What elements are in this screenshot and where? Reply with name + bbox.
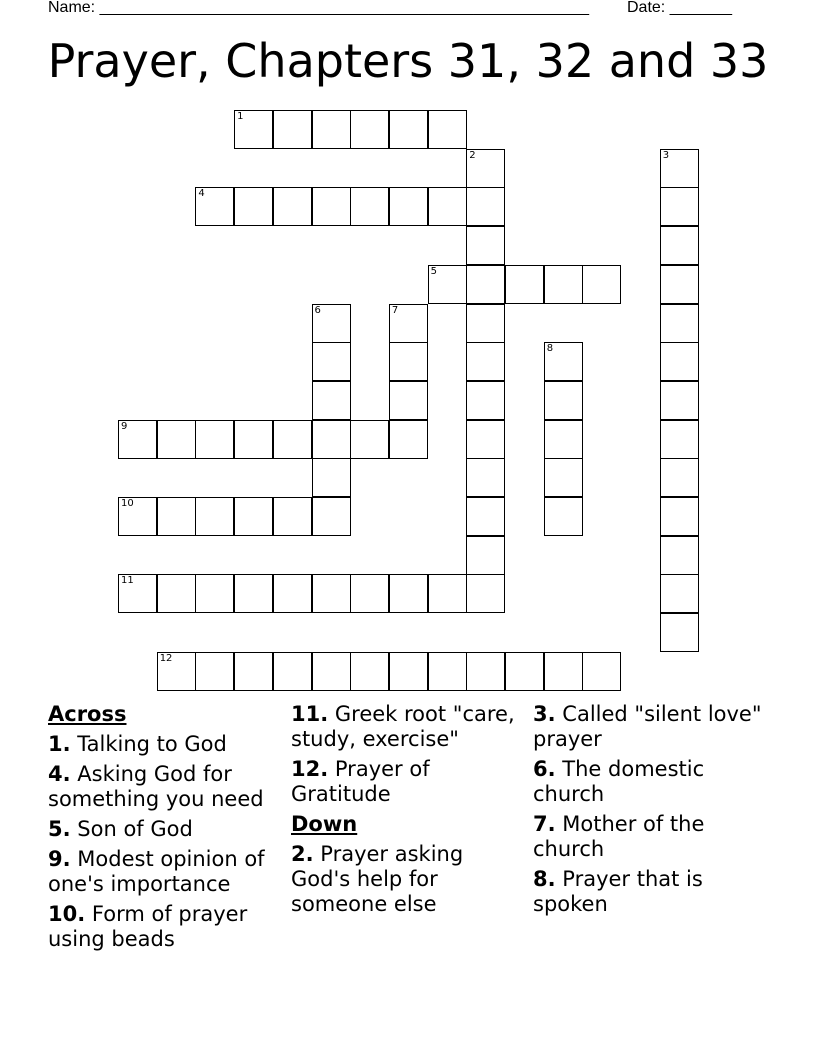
clue-across-4: 4. Asking God for something you need [48,762,264,811]
name-line: _______________________________________________________ [99,0,589,16]
grid-cell[interactable] [660,149,699,188]
grid-cell[interactable] [195,187,234,226]
clue-number: 1 [237,111,244,122]
clue-number: 9 [121,420,128,432]
puzzle-title: Prayer, Chapters 31, 32 and 33 [47,34,769,88]
grid-cell[interactable] [157,420,196,459]
clue-number: 7 [391,304,399,316]
grid-cell[interactable] [312,458,351,497]
date-label: Date: [627,0,666,16]
grid-cell[interactable] [544,420,583,459]
grid-cell[interactable] [660,574,699,613]
grid-cell[interactable] [118,574,157,613]
clue-across-1: 1. Talking to God [48,732,227,756]
grid-cell[interactable] [466,149,505,188]
grid-cell[interactable] [273,420,312,459]
grid-cell[interactable] [234,187,273,226]
grid-cell[interactable] [312,420,351,459]
grid-cell[interactable] [466,574,505,613]
grid-cell[interactable] [350,110,389,149]
clue-number: 5 [430,265,437,277]
clue-number: 8 [546,343,554,355]
grid-cell[interactable] [544,458,583,497]
grid-cell[interactable] [195,574,234,613]
clue-column-2 [291,702,523,922]
grid-cell[interactable] [234,652,273,691]
clue-number: 3 [662,149,670,161]
across-heading: Across [48,702,127,726]
clue-down-6: 6. The domestic church [533,757,705,806]
date-line: _______ [669,0,732,16]
grid-cell[interactable] [544,497,583,536]
clue-down-7: 7. Mother of the church [533,812,705,861]
clue-across-11: 11. Greek root "care, study, exercise" [291,702,515,751]
grid-cell[interactable] [544,265,583,304]
grid-cell[interactable] [389,110,428,149]
grid-cell[interactable] [660,458,699,497]
grid-cell[interactable] [660,420,699,459]
grid-cell[interactable] [312,574,351,613]
grid-cell[interactable] [466,497,505,536]
grid-cell[interactable] [234,497,273,536]
grid-cell[interactable] [273,110,312,149]
grid-cell[interactable] [428,110,467,149]
grid-cell[interactable] [660,187,699,226]
grid-cell[interactable] [312,652,351,691]
grid-cell[interactable] [157,497,196,536]
grid-cell[interactable] [660,342,699,381]
grid-cell[interactable] [544,381,583,420]
grid-cell[interactable] [660,304,699,343]
grid-cell[interactable] [544,342,583,381]
clue-down-3: 3. Called "silent love" prayer [533,702,762,751]
clue-number: 10 [121,498,134,509]
grid-cell[interactable] [660,497,699,536]
grid-cell[interactable] [312,304,351,343]
grid-cell[interactable] [660,536,699,575]
grid-cell[interactable] [312,497,351,536]
grid-cell[interactable] [350,652,389,691]
grid-cell[interactable] [389,187,428,226]
grid-cell[interactable] [466,342,505,381]
grid-cell[interactable] [273,652,312,691]
clue-across-9: 9. Modest opinion of one's importance [48,847,265,896]
grid-cell[interactable] [389,652,428,691]
clue-number: 12 [159,652,173,664]
clue-down-8: 8. Prayer that is spoken [533,867,703,916]
grid-cell[interactable] [350,574,389,613]
grid-cell[interactable] [466,536,505,575]
clue-number: 6 [314,304,321,316]
grid-cell[interactable] [505,265,544,304]
grid-cell[interactable] [466,304,505,343]
grid-cell[interactable] [350,187,389,226]
grid-cell[interactable] [466,458,505,497]
grid-cell[interactable] [505,652,544,691]
clue-number: 11 [121,575,134,587]
clue-across-10: 10. Form of prayer using beads [48,902,248,951]
grid-cell[interactable] [466,226,505,265]
grid-cell[interactable] [466,420,505,459]
grid-cell[interactable] [312,187,351,226]
grid-cell[interactable] [195,652,234,691]
grid-cell[interactable] [273,497,312,536]
grid-cell[interactable] [389,420,428,459]
grid-cell[interactable] [157,652,196,691]
grid-cell[interactable] [273,574,312,613]
grid-cell[interactable] [466,187,505,226]
grid-cell[interactable] [312,342,351,381]
grid-cell[interactable] [582,265,621,304]
grid-cell[interactable] [544,652,583,691]
grid-cell[interactable] [389,304,428,343]
name-label: Name: [48,0,96,16]
grid-cell[interactable] [389,381,428,420]
grid-cell[interactable] [660,265,699,304]
grid-cell[interactable] [273,187,312,226]
grid-cell[interactable] [660,613,699,652]
grid-cell[interactable] [428,187,467,226]
grid-cell[interactable] [312,110,351,149]
grid-cell[interactable] [350,420,389,459]
grid-cell[interactable] [195,420,234,459]
grid-cell[interactable] [466,652,505,691]
grid-cell[interactable] [118,420,157,459]
grid-cell[interactable] [582,652,621,691]
grid-cell[interactable] [234,574,273,613]
grid-cell[interactable] [389,342,428,381]
clue-down-2: 2. Prayer asking God's help for someone else [291,842,464,916]
grid-cell[interactable] [466,265,505,304]
grid-cell[interactable] [466,381,505,420]
grid-cell[interactable] [118,497,157,536]
grid-cell[interactable] [428,574,467,613]
grid-cell[interactable] [312,381,351,420]
grid-cell[interactable] [428,265,467,304]
grid-cell[interactable] [234,110,273,149]
grid-cell[interactable] [157,574,196,613]
clue-number: 4 [198,188,205,200]
clue-number: 2 [469,149,476,161]
grid-cell[interactable] [660,381,699,420]
clue-column-3 [533,702,769,922]
down-heading: Down [291,812,358,836]
grid-cell[interactable] [195,497,234,536]
clue-across-5: 5. Son of God [48,817,193,841]
grid-cell[interactable] [428,652,467,691]
clue-column-1 [48,702,284,957]
grid-cell[interactable] [389,574,428,613]
grid-cell[interactable] [234,420,273,459]
clue-across-12: 12. Prayer of Gratitude [291,757,430,806]
grid-cell[interactable] [660,226,699,265]
